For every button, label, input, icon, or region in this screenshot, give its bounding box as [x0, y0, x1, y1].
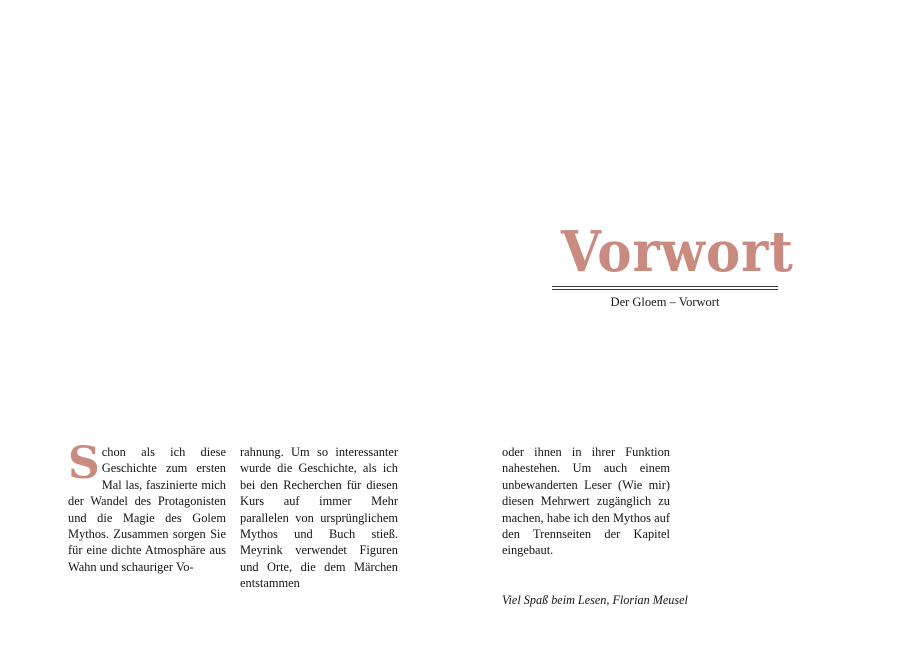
- column-text: chon als ich diese Geschichte zum ersten Mal las, faszinierte mich der Wandel des Protagonisten und die Magie des Golem Mythos. Zusammen sorgen Sie für eine dichte Atmosphäre aus Wahn und schauriger Vo-: [68, 445, 226, 574]
- drop-cap: S: [68, 438, 100, 489]
- page-subtitle: Der Gloem – Vorwort: [610, 295, 720, 309]
- body-column-1: [68, 438, 226, 575]
- title-divider: [552, 286, 778, 290]
- author-signature: Viel Spaß beim Lesen, Florian Meusel: [502, 593, 688, 607]
- column-text: rahnung. Um so interessanter wurde die Geschichte, als ich bei den Recherchen für diesen Kurs auf immer Mehr parallelen von ursprünglichem Mythos und Buch stieß. Meyrink verwendet Figuren und Orte, die dem Märchen entstammen: [240, 445, 398, 591]
- page-title: Vorwort: [561, 219, 794, 285]
- column-text: oder ihnen in ihrer Funktion nahestehen. Um auch einem unbewanderten Leser (Wie mir) diesen Mehrwert zugänglich zu machen, habe ich den Mythos auf den Trennseiten der Kapitel eingebaut.: [502, 445, 670, 558]
- body-column-2: [240, 444, 398, 592]
- body-column-3: [502, 444, 670, 559]
- chapter-title-block: [552, 219, 794, 310]
